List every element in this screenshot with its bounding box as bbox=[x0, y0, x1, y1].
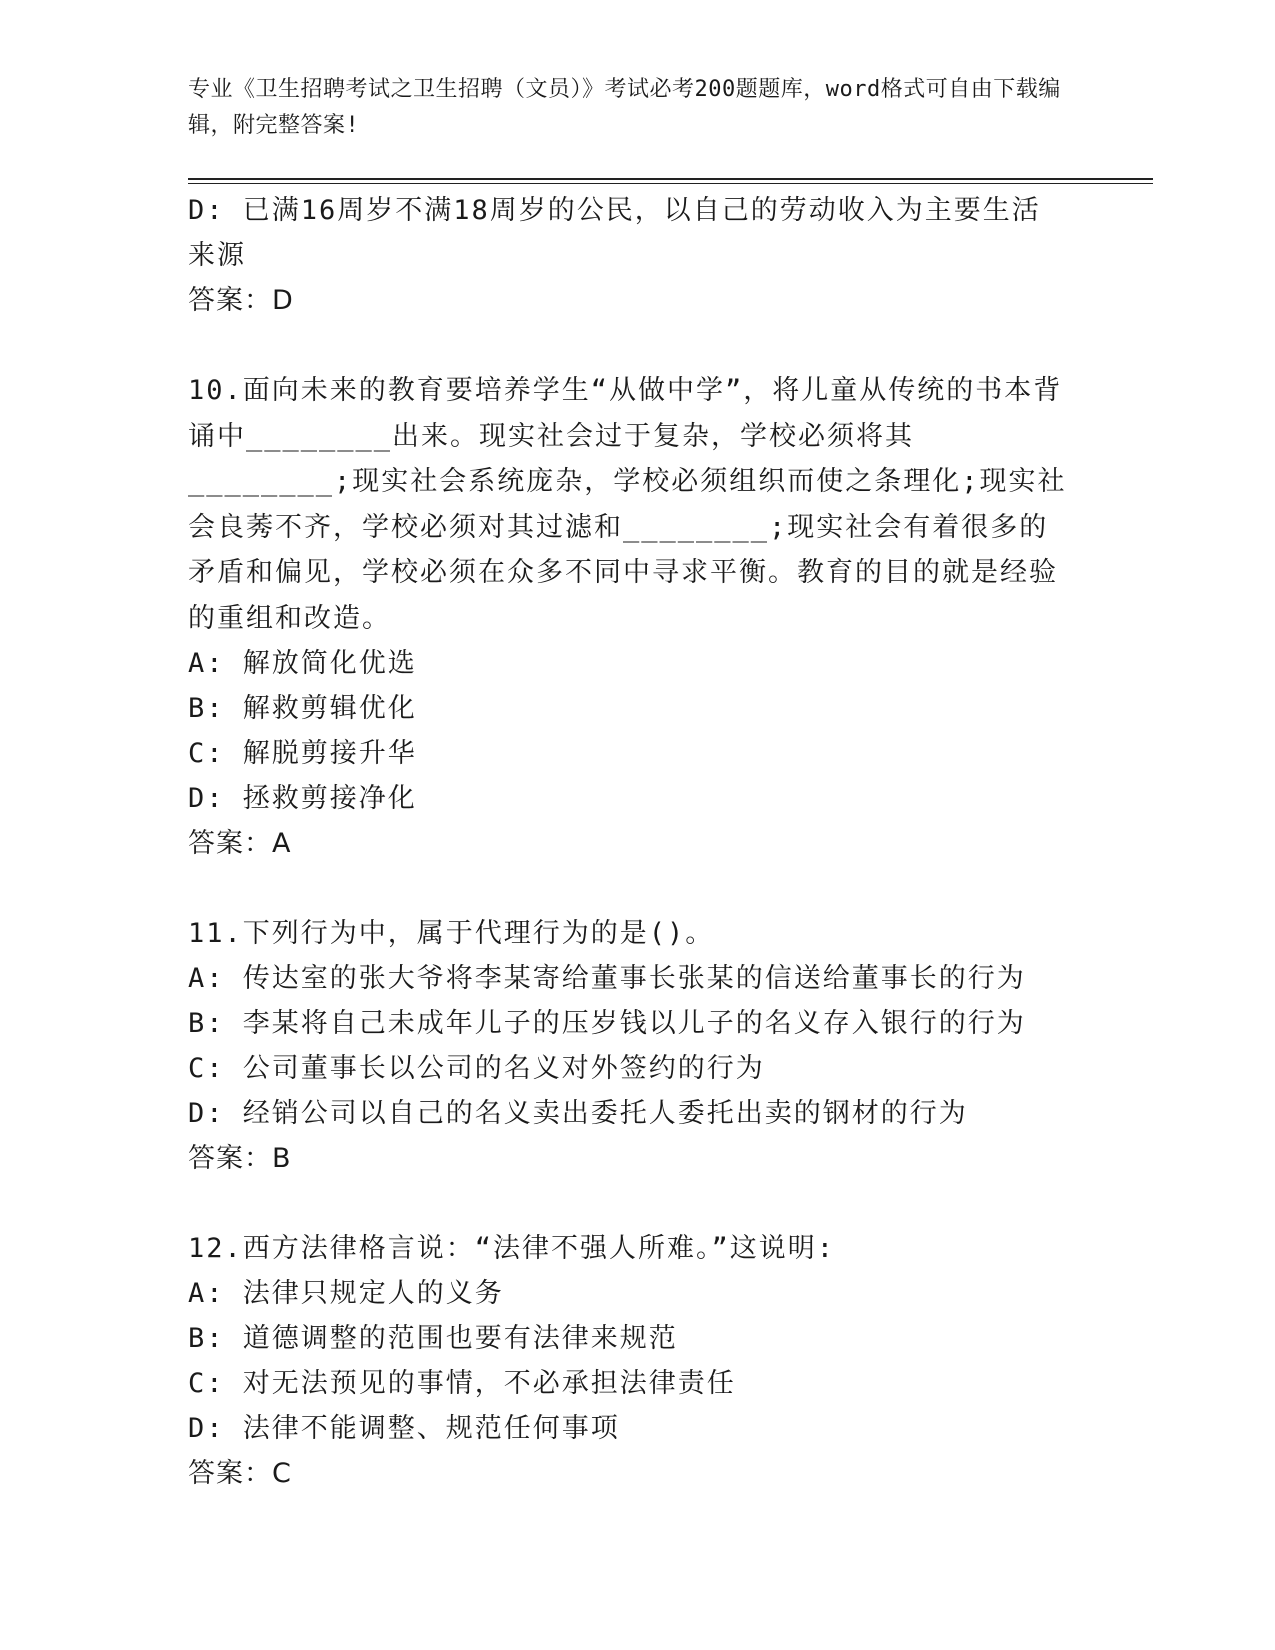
question-list bbox=[188, 188, 1068, 1496]
question-stem: 12.西方法律格言说：“法律不强人所难。”这说明: bbox=[188, 1233, 836, 1264]
option-d: D: 已满16周岁不满18周岁的公民，以自己的劳动收入为主要生活来源 bbox=[188, 195, 1041, 271]
question-stem: 11.下列行为中，属于代理行为的是()。 bbox=[188, 918, 715, 949]
question-block-9-continued bbox=[188, 188, 1068, 323]
spacer bbox=[188, 323, 1068, 368]
option-b: B: 解救剪辑优化 bbox=[188, 693, 417, 724]
option-a: A: 解放简化优选 bbox=[188, 648, 417, 679]
question-block-11 bbox=[188, 911, 1068, 1181]
option-c: C: 公司董事长以公司的名义对外签约的行为 bbox=[188, 1053, 765, 1084]
option-a: A: 法律只规定人的义务 bbox=[188, 1278, 504, 1309]
spacer bbox=[188, 1181, 1068, 1226]
option-d: D: 法律不能调整、规范任何事项 bbox=[188, 1413, 620, 1444]
option-c: C: 对无法预见的事情，不必承担法律责任 bbox=[188, 1368, 736, 1399]
question-block-12 bbox=[188, 1226, 1068, 1496]
option-a: A: 传达室的张大爷将李某寄给董事长张某的信送给董事长的行为 bbox=[188, 963, 1026, 994]
question-block-10 bbox=[188, 368, 1068, 866]
spacer bbox=[188, 866, 1068, 911]
page-header: 专业《卫生招聘考试之卫生招聘（文员）》考试必考200题题库，word格式可自由下载编辑，附完整答案! bbox=[188, 77, 1061, 138]
option-b: B: 道德调整的范围也要有法律来规范 bbox=[188, 1323, 678, 1354]
answer: 答案：C bbox=[188, 1458, 292, 1489]
answer: 答案：A bbox=[188, 828, 292, 859]
option-b: B: 李某将自己未成年儿子的压岁钱以儿子的名义存入银行的行为 bbox=[188, 1008, 1026, 1039]
header-divider-thin bbox=[188, 183, 1153, 184]
option-d: D: 经销公司以自己的名义卖出委托人委托出卖的钢材的行为 bbox=[188, 1098, 968, 1129]
option-d: D: 拯救剪接净化 bbox=[188, 783, 417, 814]
option-c: C: 解脱剪接升华 bbox=[188, 738, 417, 769]
answer: 答案：B bbox=[188, 1143, 292, 1174]
answer: 答案：D bbox=[188, 285, 294, 316]
header-divider-thick bbox=[188, 178, 1153, 180]
question-stem: 10.面向未来的教育要培养学生“从做中学”，将儿童从传统的书本背诵中________出来。现实社会过于复杂，学校必须将其________;现实社会系统庞杂，学校必须组织而使之条理化;现实社会良莠不齐，学校必须对其过滤和________;现实社会有着很多的矛盾和偏见，学校必须在众多不同中寻求平衡。教育的目的就是经验的重组和改造。 bbox=[188, 375, 1067, 634]
